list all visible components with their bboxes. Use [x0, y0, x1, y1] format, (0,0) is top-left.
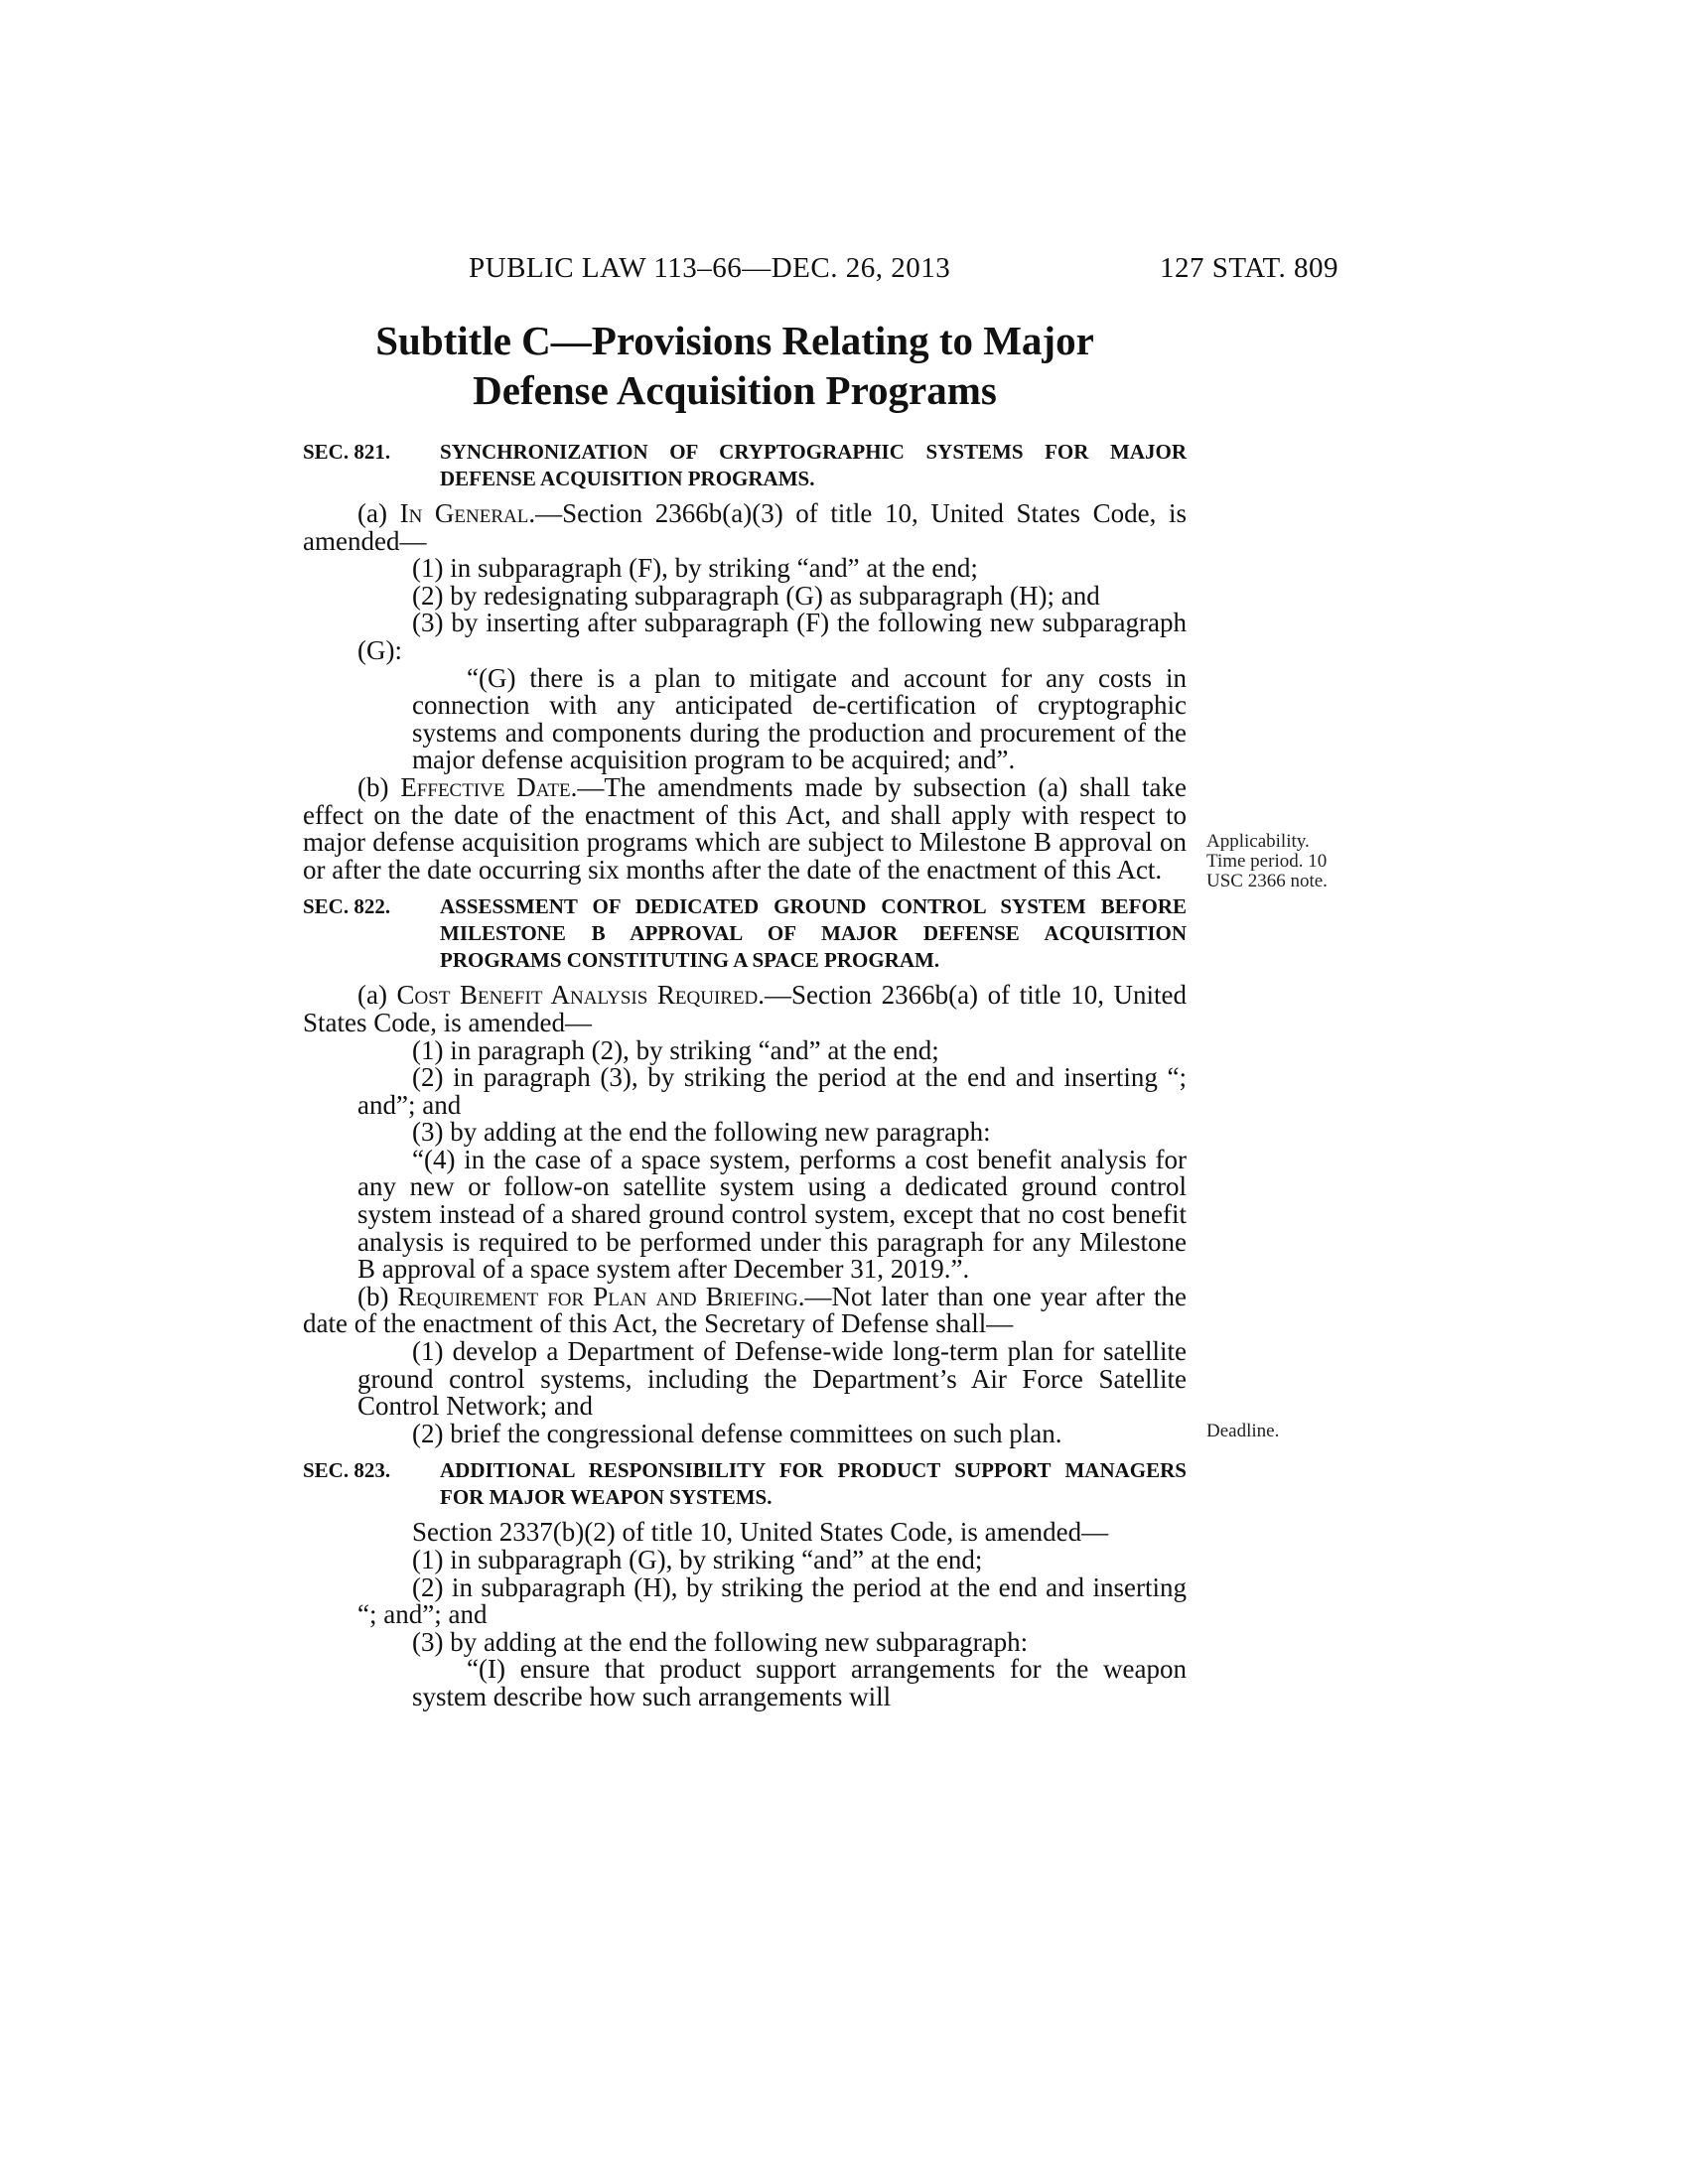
paragraph: (1) in paragraph (2), by striking “and” at the end; — [412, 1034, 939, 1065]
subtitle-heading — [298, 316, 1172, 415]
subsection-heading: In General — [399, 498, 529, 528]
document-body — [303, 435, 1187, 1711]
paragraph: (1) in subparagraph (F), by striking “and” at the end; — [412, 553, 978, 584]
running-header-left: PUBLIC LAW 113–66—DEC. 26, 2013 — [469, 252, 951, 284]
subtitle-line-2: Defense Acquisition Programs — [473, 367, 997, 413]
section-heading-821 — [303, 439, 1187, 492]
quoted-paragraph: “(G) there is a plan to mitigate and account for any costs in connection with any anticipated de-certification of cryptographic systems and components during the production and procurement of the major defense acquisition program to be acquired; and”. — [412, 662, 1187, 775]
paragraph: (b) Requirement for Plan and Briefing.—Not later than one year after the date of the enactment of this Act, the Secretary of Defense shall— — [303, 1281, 1188, 1339]
quoted-paragraph: “(4) in the case of a space system, performs a cost benefit analysis for any new or follow-on satellite system using a dedicated ground control system instead of a shared ground control system, except that no cost benefit analysis is required to be performed under this paragraph for any Milestone B approval of a space system after December 31, 2019.”. — [357, 1144, 1187, 1285]
section-number: SEC. 822. — [303, 894, 391, 919]
section-title: ASSESSMENT OF DEDICATED GROUND CONTROL SYSTEM BEFORE MILESTONE B APPROVAL OF MAJOR DEFENSE ACQUISITION PROGRAMS CONSTITUTING A SPACE PROGRAM. — [440, 894, 1187, 973]
paragraph: (2) in subparagraph (H), by striking the period at the end and inserting “; and”; and — [357, 1571, 1187, 1630]
paragraph-text: .—Section 2366b(a)(3) of title 10, United States Code, is amended— — [303, 498, 1187, 556]
paragraph: (a) In General.—Section 2366b(a)(3) of title 10, United States Code, is amended— — [303, 498, 1187, 556]
paragraph: (1) develop a Department of Defense-wide long-term plan for satellite ground control systems, including the Department’s Air Force Satellite Control Network; and — [357, 1336, 1187, 1422]
paragraph: (2) by redesignating subparagraph (G) as subparagraph (H); and — [412, 580, 1100, 611]
section-heading-823 — [303, 1457, 1187, 1511]
section-number: SEC. 823. — [303, 1458, 391, 1483]
paragraph: (3) by adding at the end the following new subparagraph: — [412, 1626, 1029, 1657]
margin-note-applicability: Applicability. Time period. 10 USC 2366 note. — [1206, 831, 1328, 891]
paragraph: (3) by adding at the end the following new paragraph: — [412, 1117, 991, 1148]
paragraph-text: .—Section 2366b(a) of title 10, United States Code, is amended— — [303, 980, 1187, 1037]
paragraph: (a) Cost Benefit Analysis Required.—Section 2366b(a) of title 10, United States Code, is amended— — [303, 980, 1187, 1037]
subsection-heading: Effective Date — [400, 771, 571, 802]
subtitle-line-1: Subtitle C—Provisions Relating to Major — [375, 318, 1094, 363]
paragraph: (b) Effective Date.—The amendments made by subsection (a) shall take effect on the date of the enactment of this Act, and shall apply with respect to major defense acquisition programs which are subject to Milestone B approval on or after the date occurring six months after the date of the enactment of this Act. — [303, 771, 1187, 885]
subsection-heading: Requirement for Plan and Briefing — [397, 1281, 798, 1311]
section-title: ADDITIONAL RESPONSIBILITY FOR PRODUCT SUPPORT MANAGERS FOR MAJOR WEAPON SYSTEMS. — [440, 1458, 1187, 1510]
page-number: 127 STAT. 809 — [1160, 252, 1339, 284]
paragraph-text: .—Not later than one year after the date of the enactment of this Act, the Secretary of Defense shall— — [303, 1281, 1188, 1339]
quoted-paragraph: “(I) ensure that product support arrangements for the weapon system describe how such arrangements will — [412, 1654, 1187, 1711]
paragraph: (3) by inserting after subparagraph (F) the following new subparagraph (G): — [357, 608, 1187, 665]
margin-note-deadline: Deadline. — [1206, 1421, 1280, 1441]
paragraph-text: .—The amendments made by subsection (a) shall take effect on the date of the enactment of this Act, and shall apply with respect to major defense acquisition programs which are subject to Milestone B approval on or after the date occurring six months after the date of the enactment of this Act. — [303, 771, 1187, 885]
paragraph: (2) brief the congressional defense committees on such plan. — [412, 1418, 1062, 1448]
section-heading-822 — [303, 893, 1187, 974]
section-title: SYNCHRONIZATION OF CRYPTOGRAPHIC SYSTEMS FOR MAJOR DEFENSE ACQUISITION PROGRAMS. — [440, 440, 1187, 490]
paragraph: (1) in subparagraph (G), by striking “and” at the end; — [412, 1545, 983, 1574]
paragraph: Section 2337(b)(2) of title 10, United States Code, is amended— — [412, 1517, 1109, 1548]
subsection-heading: Cost Benefit Analysis Required — [396, 980, 759, 1011]
section-number: SEC. 821. — [303, 440, 391, 464]
paragraph: (2) in paragraph (3), by striking the period at the end and inserting “; and”; and — [357, 1062, 1187, 1120]
